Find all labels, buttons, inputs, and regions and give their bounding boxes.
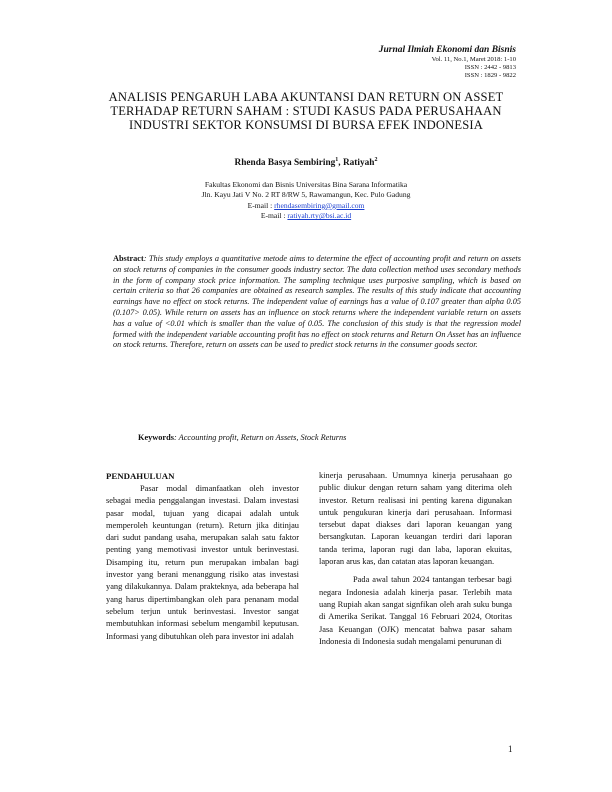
abstract-label: Abstract: [113, 254, 144, 263]
author-name: Ratiyah: [342, 158, 375, 169]
email-label: E-mail :: [260, 211, 288, 221]
email-link[interactable]: rhendasembiring@gmail.com: [274, 200, 365, 210]
author-separator: ,: [338, 158, 343, 169]
journal-issn-online: ISSN : 1829 - 9822: [464, 72, 516, 80]
page-number: 1: [508, 744, 513, 754]
keywords-label: Keywords: [138, 433, 174, 442]
body-column-left: [106, 470, 299, 643]
keywords-text: : Accounting profit, Return on Assets, Stock Returns: [173, 433, 347, 442]
author-name: Rhenda Basya Sembiring: [234, 158, 336, 169]
author-line: [106, 157, 506, 168]
body-paragraph: kinerja perusahaan. Umumnya kinerja perusahaan go public diukur dengan return saham yang diterima oleh investor. Return realisasi ini penting karena digunakan untuk pengukuran kinerja dari perusahaan. Informasi tersebut dapat diakses dari laporan keuangan yang bersangkutan. Laporan keuangan terdiri dari laporan tanda terima, laporan rugi dan laba, laporan ekuitas, laporan arus kas, dan catatan atas laporan keuangan.: [319, 471, 512, 567]
section-heading: PENDAHULUAN: [106, 471, 175, 481]
email-line: [106, 201, 506, 211]
paper-title: ANALISIS PENGARUH LABA AKUNTANSI DAN RETURN ON ASSET TERHADAP RETURN SAHAM : STUDI KASUS PADA PERUSAHAAN INDUSTRI SEKTOR KONSUMSI DI BURSA EFEK INDONESIA: [108, 90, 504, 132]
abstract-text: : This study employs a quantitative metode aims to determine the effect of accounting profit and return on assets on stock returns of companies in the consumer goods industry sector. The data collection method uses secondary methods in the form of company stock price information. The sampling technique uses purposive sampling, which is based on certain criteria so that 26 companies are obtained as research samples. The results of this study indicate that accounting earnings have no effect on stock returns. The independent value of earnings has a value of 0.107 greater than alpha 0.05 (0.107> 0.05). While return on assets has an influence on stock returns where the independent variable return on assets has a value of <0.01 which is smaller than the value of 0.05. The conclusion of this study is that the regression model formed with the independent variable accounting profit has no effect on stock returns and Return On Asset has an influence on stock returns. Therefore, return on assets can be used to predict stock returns in the consumer goods sector.: [113, 254, 521, 350]
journal-issn: ISSN : 2442 - 9813: [464, 64, 516, 72]
author-affiliation-mark: 1: [335, 157, 339, 163]
journal-header: [296, 44, 516, 81]
body-column-right: [319, 470, 512, 648]
affiliation-address: Jln. Kayu Jati V No. 2 RT 8/RW 5, Rawamangun, Kec. Pulo Gadung: [201, 190, 411, 200]
email-line: [106, 211, 506, 221]
journal-name: Jurnal Ilmiah Ekonomi dan Bisnis: [378, 45, 516, 55]
abstract: [113, 254, 521, 351]
author-affiliation-mark: 2: [374, 157, 378, 163]
email-link[interactable]: ratiyah.rty@bsi.ac.id: [287, 211, 352, 221]
body-paragraph: Pasar modal dimanfaatkan oleh investor sebagai media penggalangan investasi. Dalam investasi pasar modal, tujuan yang dicapai adalah untuk memperoleh keuntungan (return). Return jika ditinjau dari sudut pandang usaha, merupakan salah satu faktor penting yang memotivasi investor untuk berinvestasi. Disamping itu, return pun merupakan imbalan bagi investor yang berani menanggung risiko atas investasi yang dilakukannya. Dalam prakteknya, ada beberapa hal yang harus dipertimbangkan oleh para penanam modal sebelum terjun untuk berinvestasi. Investor sangat membutuhkan informasi sebelum mengambil keputusan. Informasi yang dibutuhkan oleh para investor ini adalah: [106, 484, 299, 641]
email-label: E-mail :: [247, 200, 275, 210]
keywords: [138, 432, 518, 443]
body-paragraph: Pada awal tahun 2024 tantangan terbesar bagi negara Indonesia adalah kinerja pasar. Terlebih mata uang Rupiah akan sangat signfikan oleh arah suku bunga di Amerika Serikat. Tanggal 16 Februari 2024, Otoritas Jasa Keuangan (OJK) mencatat bahwa pasar saham Indonesia di Indonesia sudah mengalami penurunan di: [319, 575, 512, 646]
affiliation-block: [106, 180, 506, 222]
journal-volume: Vol. 11, No.1, Maret 2018: 1-10: [431, 56, 516, 63]
affiliation-institution: Fakultas Ekonomi dan Bisnis Universitas Bina Sarana Informatika: [204, 180, 408, 189]
